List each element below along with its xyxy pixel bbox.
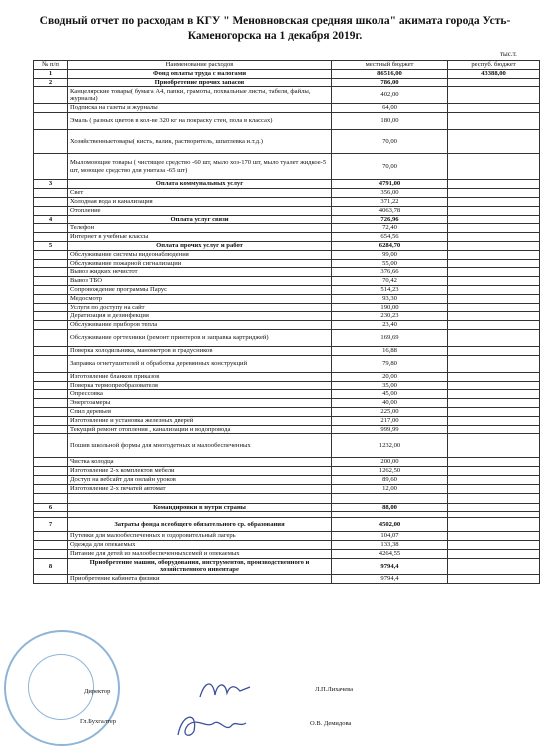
- row-rep-budget: [448, 541, 540, 550]
- row-num: [34, 268, 68, 277]
- table-row: [34, 294, 540, 303]
- row-num: [34, 475, 68, 484]
- row-rep-budget: [448, 113, 540, 130]
- row-rep-budget: [448, 259, 540, 268]
- row-name: Оплата услуг связи: [68, 215, 332, 224]
- row-rep-budget: [448, 416, 540, 425]
- row-name: Сопровождение программы Парус: [68, 285, 332, 294]
- table-row: [34, 113, 540, 130]
- row-name: Приобретение прочих запасов: [68, 78, 332, 87]
- table-row: [34, 407, 540, 416]
- row-local-budget: 64,00: [332, 104, 448, 113]
- row-name: Поверка холодильника, манометров и градусников: [68, 346, 332, 355]
- row-num: [34, 259, 68, 268]
- row-num: 7: [34, 518, 68, 532]
- row-local-budget: 104,07: [332, 532, 448, 541]
- row-name: Поверка термопреобразователя: [68, 381, 332, 390]
- row-local-budget: 190,00: [332, 303, 448, 312]
- row-name: Услуги по доступу на сайт: [68, 303, 332, 312]
- table-row: [34, 493, 540, 503]
- row-rep-budget: [448, 458, 540, 467]
- row-name: Телефон: [68, 224, 332, 233]
- row-num: [34, 434, 68, 458]
- row-rep-budget: [448, 224, 540, 233]
- table-row: [34, 484, 540, 493]
- row-rep-budget: [448, 87, 540, 104]
- table-row: [34, 434, 540, 458]
- row-rep-budget: [448, 425, 540, 434]
- row-local-budget: 86516,00: [332, 69, 448, 78]
- row-local-budget: 70,00: [332, 130, 448, 154]
- row-local-budget: 230,23: [332, 312, 448, 321]
- table-row: [34, 399, 540, 408]
- row-name: Мыломоющие товары ( чистящее средство -60 шт, мыло хоз-170 шт, мыло туалет жидкое-5 шт, моющее средство для унитаза -65 шт): [68, 154, 332, 180]
- table-row: [34, 206, 540, 215]
- row-local-budget: 402,00: [332, 87, 448, 104]
- row-name: Приобретение кабинета физики: [68, 575, 332, 584]
- table-row: [34, 233, 540, 242]
- row-rep-budget: [448, 268, 540, 277]
- header-rep: респуб. бюджет: [448, 61, 540, 70]
- table-row: [34, 285, 540, 294]
- row-name: Питание для детей из малообеспеченныхсемей и опекаемых: [68, 549, 332, 558]
- row-rep-budget: [448, 390, 540, 399]
- row-num: [34, 399, 68, 408]
- table-row: [34, 130, 540, 154]
- table-row: [34, 458, 540, 467]
- row-rep-budget: [448, 233, 540, 242]
- row-local-budget: 999,99: [332, 425, 448, 434]
- row-num: [34, 197, 68, 206]
- table-row: [34, 104, 540, 113]
- row-rep-budget: [448, 372, 540, 381]
- row-name: Чистка колодца: [68, 458, 332, 467]
- report-title: Сводный отчет по расходам в КГУ " Меновновская средняя школа" акимата города Усть-Каменогорска на 1 декабря 2019г.: [39, 15, 511, 42]
- row-local-budget: 88,00: [332, 503, 448, 512]
- table-row: [34, 329, 540, 346]
- row-local-budget: 4063,78: [332, 206, 448, 215]
- row-name: Доступ на вебсайт для онлайн уроков: [68, 475, 332, 484]
- row-num: [34, 224, 68, 233]
- row-name: Опрессовка: [68, 390, 332, 399]
- row-num: [34, 87, 68, 104]
- row-num: [34, 329, 68, 346]
- row-name: Фонд оплаты труда с налогами: [68, 69, 332, 78]
- row-rep-budget: [448, 399, 540, 408]
- row-local-budget: 6284,70: [332, 241, 448, 250]
- row-local-budget: 225,00: [332, 407, 448, 416]
- row-local-budget: 786,00: [332, 78, 448, 87]
- row-name: Эмаль ( разных цветов в кол-ве 320 кг на покраску стен, пола в классах): [68, 113, 332, 130]
- row-local-budget: 72,40: [332, 224, 448, 233]
- row-local-budget: 371,22: [332, 197, 448, 206]
- row-local-budget: 55,00: [332, 259, 448, 268]
- row-name: Обслуживание оргтехники (ремонт принтеров и заправка картриджей): [68, 329, 332, 346]
- accountant-name: О.В. Демидова: [310, 720, 352, 727]
- row-name: Отопление: [68, 206, 332, 215]
- row-name: Обслуживание пожарной сигнализации: [68, 259, 332, 268]
- row-rep-budget: [448, 180, 540, 189]
- row-rep-budget: [448, 475, 540, 484]
- row-local-budget: 45,00: [332, 390, 448, 399]
- row-rep-budget: [448, 346, 540, 355]
- row-num: [34, 130, 68, 154]
- row-rep-budget: [448, 493, 540, 503]
- row-local-budget: 1262,50: [332, 467, 448, 476]
- row-name: Свет: [68, 189, 332, 198]
- table-row: [34, 390, 540, 399]
- row-name: Медосмотр: [68, 294, 332, 303]
- row-rep-budget: [448, 250, 540, 259]
- row-num: [34, 312, 68, 321]
- row-num: [34, 467, 68, 476]
- row-name: Заправка огнетушителей и обработка деревянных конструкций: [68, 355, 332, 372]
- row-rep-budget: [448, 130, 540, 154]
- row-rep-budget: [448, 277, 540, 286]
- row-rep-budget: [448, 294, 540, 303]
- row-num: [34, 250, 68, 259]
- row-rep-budget: [448, 407, 540, 416]
- row-local-budget: 514,23: [332, 285, 448, 294]
- table-row: [34, 197, 540, 206]
- row-num: [34, 154, 68, 180]
- row-name: Командировки в нутри страны: [68, 503, 332, 512]
- row-local-budget: 376,66: [332, 268, 448, 277]
- row-num: [34, 206, 68, 215]
- row-name: Путевки для малообеспеченных в оздоровительный лагерь: [68, 532, 332, 541]
- row-local-budget: 70,42: [332, 277, 448, 286]
- row-num: [34, 541, 68, 550]
- table-row: [34, 541, 540, 550]
- row-num: [34, 346, 68, 355]
- row-rep-budget: [448, 329, 540, 346]
- table-row: [34, 346, 540, 355]
- row-local-budget: 1232,00: [332, 434, 448, 458]
- row-name: [68, 493, 332, 503]
- row-rep-budget: [448, 503, 540, 512]
- row-rep-budget: [448, 321, 540, 330]
- table-row: [34, 355, 540, 372]
- table-header-row: [34, 61, 540, 70]
- table-row: [34, 303, 540, 312]
- row-name: Вывоз ТБО: [68, 277, 332, 286]
- row-num: [34, 277, 68, 286]
- row-name: Дератизация и дезинфекция: [68, 312, 332, 321]
- row-name: Подписка на газеты и журналы: [68, 104, 332, 113]
- row-name: Текущий ремонт отопления , канализации и водопровода: [68, 425, 332, 434]
- row-local-budget: 4791,00: [332, 180, 448, 189]
- row-name: Канцелярские товары( бумага А4, папки, грамоты, похвальные листы, табеля, файлы, журналы): [68, 87, 332, 104]
- director-name: Л.П.Лихачева: [315, 686, 354, 693]
- row-rep-budget: [448, 206, 540, 215]
- row-name: Приобретение машин, оборудования, инструментов, производственного и хозяйственного инвентаре: [68, 558, 332, 575]
- row-local-budget: 133,38: [332, 541, 448, 550]
- row-local-budget: 70,00: [332, 154, 448, 180]
- row-num: [34, 532, 68, 541]
- row-name: Изготовление 2-х печатей автомат: [68, 484, 332, 493]
- expense-table: [33, 60, 540, 584]
- row-local-budget: 79,80: [332, 355, 448, 372]
- row-rep-budget: [448, 78, 540, 87]
- table-row: [34, 475, 540, 484]
- row-rep-budget: [448, 532, 540, 541]
- row-num: 6: [34, 503, 68, 512]
- table-row: [34, 224, 540, 233]
- row-rep-budget: [448, 434, 540, 458]
- table-row: [34, 312, 540, 321]
- row-num: [34, 294, 68, 303]
- row-name: Вывоз жидких нечистот: [68, 268, 332, 277]
- row-rep-budget: [448, 154, 540, 180]
- table-row: [34, 87, 540, 104]
- table-row: [34, 78, 540, 87]
- row-local-budget: 9794,4: [332, 558, 448, 575]
- row-local-budget: [332, 493, 448, 503]
- row-num: [34, 381, 68, 390]
- row-name: Хозяйственныетовары( кисть, валик, растворитель, шпатлевка и.т.д.): [68, 130, 332, 154]
- row-num: 1: [34, 69, 68, 78]
- table-row: [34, 215, 540, 224]
- row-num: 5: [34, 241, 68, 250]
- row-name: Обслуживание приборов тепла: [68, 321, 332, 330]
- row-rep-budget: [448, 381, 540, 390]
- row-rep-budget: [448, 484, 540, 493]
- unit-label: тыс.т.: [500, 50, 517, 58]
- row-rep-budget: [448, 355, 540, 372]
- row-num: [34, 233, 68, 242]
- row-rep-budget: [448, 312, 540, 321]
- table-row: [34, 575, 540, 584]
- row-name: Изготовление 2-х комплектов мебели: [68, 467, 332, 476]
- row-rep-budget: 43388,00: [448, 69, 540, 78]
- director-label: Директор: [84, 688, 111, 695]
- table-row: [34, 241, 540, 250]
- row-num: [34, 321, 68, 330]
- table-row: [34, 180, 540, 189]
- row-num: [34, 189, 68, 198]
- accountant-signature: [170, 705, 250, 745]
- row-name: Холодная вода и канализация: [68, 197, 332, 206]
- row-name: Оплата коммунальных услуг: [68, 180, 332, 189]
- row-name: Энергозамеры: [68, 399, 332, 408]
- table-row: [34, 259, 540, 268]
- row-num: 2: [34, 78, 68, 87]
- row-name: Спил деревьев: [68, 407, 332, 416]
- row-num: [34, 575, 68, 584]
- accountant-label: Гл.Бухгалтер: [80, 718, 117, 725]
- row-num: [34, 549, 68, 558]
- row-num: [34, 425, 68, 434]
- row-name: Оплата прочих услуг и работ: [68, 241, 332, 250]
- row-local-budget: 4264,55: [332, 549, 448, 558]
- row-num: [34, 458, 68, 467]
- row-local-budget: 99,00: [332, 250, 448, 259]
- row-rep-budget: [448, 189, 540, 198]
- row-num: [34, 407, 68, 416]
- row-num: [34, 390, 68, 399]
- row-local-budget: 356,00: [332, 189, 448, 198]
- header-num: № п/п: [34, 61, 68, 70]
- row-name: Интернет в учебные классы: [68, 233, 332, 242]
- row-local-budget: 20,00: [332, 372, 448, 381]
- row-local-budget: 180,00: [332, 113, 448, 130]
- row-name: Изготовление бланков приказов: [68, 372, 332, 381]
- row-num: 3: [34, 180, 68, 189]
- row-local-budget: 200,00: [332, 458, 448, 467]
- table-row: [34, 69, 540, 78]
- row-rep-budget: [448, 215, 540, 224]
- table-row: [34, 503, 540, 512]
- row-local-budget: 4502,00: [332, 518, 448, 532]
- row-rep-budget: [448, 303, 540, 312]
- row-name: Затраты фонда всеобщего обязательного ср. образования: [68, 518, 332, 532]
- row-name: Обслуживание системы видеонаблюдения: [68, 250, 332, 259]
- row-local-budget: 169,69: [332, 329, 448, 346]
- table-row: [34, 277, 540, 286]
- row-num: 4: [34, 215, 68, 224]
- row-name: Пошив школьной формы для многодетных и малообеспеченных: [68, 434, 332, 458]
- row-name: Одежда для опекаемых: [68, 541, 332, 550]
- row-rep-budget: [448, 518, 540, 532]
- table-row: [34, 416, 540, 425]
- row-rep-budget: [448, 104, 540, 113]
- row-local-budget: 9794,4: [332, 575, 448, 584]
- row-num: 8: [34, 558, 68, 575]
- row-num: [34, 285, 68, 294]
- table-row: [34, 558, 540, 575]
- row-num: [34, 113, 68, 130]
- row-rep-budget: [448, 558, 540, 575]
- table-row: [34, 154, 540, 180]
- table-row: [34, 321, 540, 330]
- row-local-budget: 40,00: [332, 399, 448, 408]
- table-row: [34, 268, 540, 277]
- table-row: [34, 381, 540, 390]
- row-local-budget: 12,00: [332, 484, 448, 493]
- row-rep-budget: [448, 285, 540, 294]
- row-rep-budget: [448, 467, 540, 476]
- row-local-budget: 35,00: [332, 381, 448, 390]
- header-local: местный бюджет: [332, 61, 448, 70]
- row-local-budget: 93,30: [332, 294, 448, 303]
- table-row: [34, 518, 540, 532]
- table-row: [34, 549, 540, 558]
- row-num: [34, 104, 68, 113]
- row-num: [34, 303, 68, 312]
- row-local-budget: 89,60: [332, 475, 448, 484]
- table-row: [34, 425, 540, 434]
- row-local-budget: 654,56: [332, 233, 448, 242]
- row-num: [34, 416, 68, 425]
- row-num: [34, 355, 68, 372]
- row-local-budget: 16,88: [332, 346, 448, 355]
- row-num: [34, 372, 68, 381]
- row-local-budget: 726,96: [332, 215, 448, 224]
- row-rep-budget: [448, 241, 540, 250]
- table-row: [34, 372, 540, 381]
- row-name: Изготовление и установка железных дверей: [68, 416, 332, 425]
- row-local-budget: 217,00: [332, 416, 448, 425]
- header-name: Наименование расходов: [68, 61, 332, 70]
- row-rep-budget: [448, 575, 540, 584]
- row-local-budget: 23,40: [332, 321, 448, 330]
- table-row: [34, 467, 540, 476]
- row-num: [34, 484, 68, 493]
- row-rep-budget: [448, 549, 540, 558]
- table-row: [34, 250, 540, 259]
- director-signature: [195, 675, 255, 705]
- row-num: [34, 493, 68, 503]
- row-rep-budget: [448, 197, 540, 206]
- table-row: [34, 532, 540, 541]
- table-row: [34, 189, 540, 198]
